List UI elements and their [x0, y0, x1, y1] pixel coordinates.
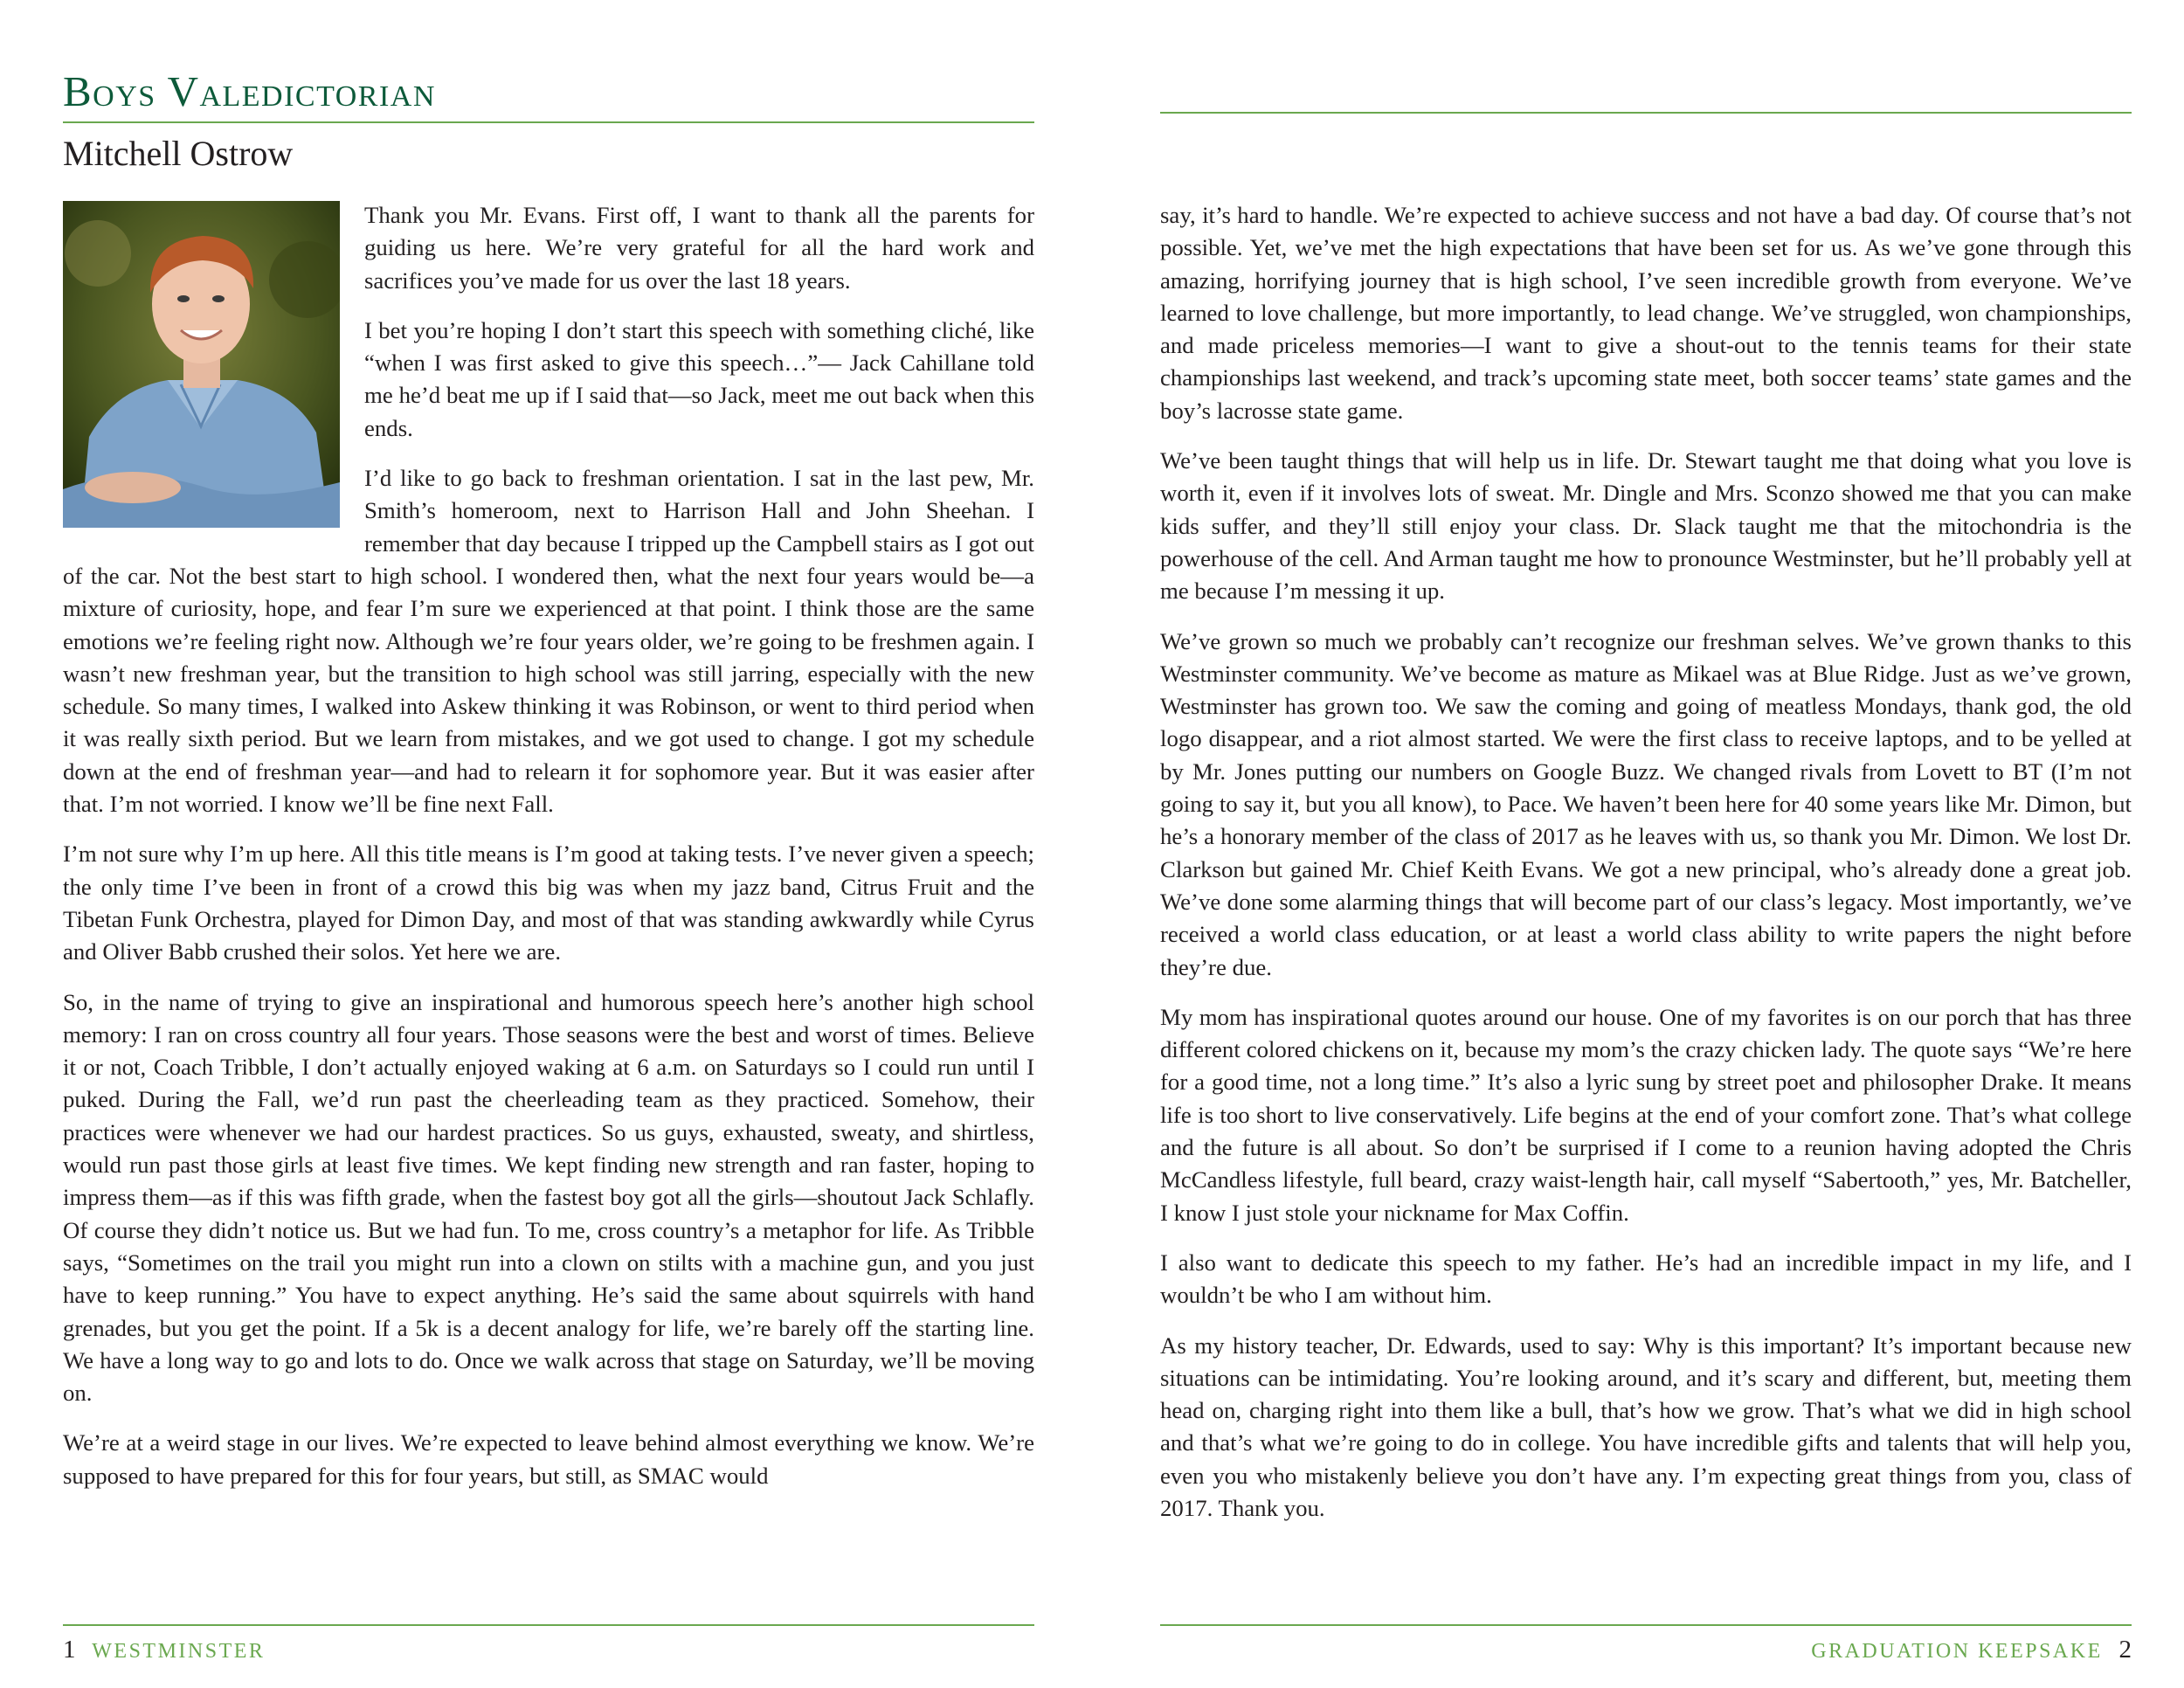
footer-divider	[1160, 1624, 2132, 1626]
paragraph: Thank you Mr. Evans. First off, I want to thank all the parents for guiding us here. We’re very grateful for all the hard work and sacrifices you’ve made for us over the last 18 years.	[364, 202, 1034, 294]
paragraph: say, it’s hard to handle. We’re expected to achieve success and not have a bad day. Of course that’s not possible. Yet, we’ve met the high expectations that have been set for us. As we’ve gone through this amazing, horrifying journey that is high school, I’ve seen incredible growth from everyone. We’ve learned to love challenge, but more importantly, to lead change. We’ve struggled, won championships, and made priceless memories—I want to give a shout-out to the tennis teams for their state championships last weekend, and track’s upcoming state meet, both soccer teams’ state games and the boy’s lacrosse state game.	[1160, 202, 2132, 424]
header-divider	[1160, 112, 2132, 114]
speech-text-right	[1160, 199, 2132, 1542]
footer-divider	[63, 1624, 1034, 1626]
photo-spacer	[63, 199, 364, 529]
paragraph: We’ve grown so much we probably can’t recognize our freshman selves. We’ve grown thanks to this Westminster community. We’ve become as mature as Mikael was at Blue Ridge. Just as we’ve grown, Westminster has grown too. We saw the coming and going of meatless Mondays, thank god, the old logo disappear, and a riot almost started. We were the first class to receive laptops, and to be yelled at by Mr. Jones putting our numbers on Google Buzz. We changed rivals from Lovett to BT (I’m not going to say it, but you all know), to Pace. We haven’t been here for 40 some years like Mr. Dimon, but he’s a honorary member of the class of 2017 as he leaves with us, so thank you Mr. Dimon. We lost Dr. Clarkson but gained Mr. Chief Keith Evans. We got a new principal, who’s already done a great job. We’ve done some alarming things that will become part of our class’s legacy. Most importantly, we’ve received a world class education, or at least a world class ability to write papers the night before they’re due.	[1160, 627, 2132, 980]
paragraph: We’ve been taught things that will help us in life. Dr. Stewart taught me that doing what you love is worth it, even if it involves lots of sweat. Mr. Dingle and Mrs. Sconzo showed me that you can make kids suffer, and they’ll still enjoy your class. Dr. Slack taught me that the mitochondria is the powerhouse of the cell. And Arman taught me how to pronounce Westminster, but he’ll probably yell at me because I’m messing it up.	[1160, 447, 2132, 605]
author-name: Mitchell Ostrow	[63, 134, 294, 173]
footer-right	[1811, 1632, 2132, 1667]
footer-label: GRADUATION KEEPSAKE	[1811, 1640, 2103, 1663]
paragraph: My mom has inspirational quotes around our house. One of my favorites is on our porch that has three different colored chickens on it, because my mom’s the crazy chicken lady. The quote says “We’re here for a good time, not a long time.” It’s also a lyric sung by street poet and philosopher Drake. It means life is too short to live conservatively. Life begins at the end of your comfort zone. That’s what college and the future is all about. So don’t be surprised if I come to a reunion having adopted the Chris McCandless lifestyle, full beard, crazy waist-length hair, call myself “Sabertooth,” yes, Mr. Batcheller, I know I just stole your nickname for Max Coffin.	[1160, 1003, 2132, 1226]
speech-text-left	[63, 199, 1034, 1510]
paragraph: I also want to dedicate this speech to my father. He’s had an incredible impact in my life, and I wouldn’t be who I am without him.	[1160, 1249, 2132, 1309]
paragraph: I’m not sure why I’m up here. All this title means is I’m good at taking tests. I’ve never given a speech; the only time I’ve been in front of a crowd this big was when my jazz band, Citrus Fruit and the Tibetan Funk Orchestra, played for Dimon Day, and most of that was standing awkwardly while Cyrus and Oliver Babb crushed their solos. Yet here we are.	[63, 841, 1034, 965]
paragraph: So, in the name of trying to give an inspirational and humorous speech here’s another high school memory: I ran on cross country all four years. Those seasons were the best and worst of times. Believe it or not, Coach Tribble, I don’t actually enjoyed waking at 6 a.m. on Saturdays so I could run until I puked. During the Fall, we’d run past the cheerleading team as they practiced. Somehow, their practices were whenever we had our hardest practices. So us guys, exhausted, sweaty, and shirtless, would run past those girls at least five times. We kept finding new strength and ran faster, hoping to impress them—as if this was fifth grade, when the fastest boy got all the girls—shoutout Jack Schlafly. Of course they didn’t notice us. But we had fun. To me, cross country’s a metaphor for life. As Tribble says, “Sometimes on the trail you might run into a clown on stilts with a machine gun, and you just have to keep running.” You have to expect anything. He’s said the same about squirrels with hand grenades, but you get the point. If a 5k is a decent analogy for life, we’re barely off the starting line. We have a long way to go and lots to do. Once we walk across that stage on Saturday, we’ll be moving on.	[63, 988, 1034, 1407]
paragraph: I’d like to go back to freshman orientation. I sat in the last pew, Mr. Smith’s homeroom, next to Harrison Hall and John Sheehan. I remember that day because I tripped up the Campbell stairs as I got out of the car. Not the best start to high school. I wondered then, what the next four years would be—a mixture of curiosity, hope, and fear I’m sure we experienced at that point. I think those are the same emotions we’re feeling right now. Although we’re four years older, we’re going to be freshmen again. I wasn’t new freshman year, but the transition to high school was still jarring, especially with the new schedule. So many times, I walked into Askew thinking it was Robinson, or went to third period when it was really sixth period. But we learn from mistakes, and we got used to change. I got my schedule down at the end of freshman year—and had to relearn it for sophomore year. But it was easier after that. I’m not worried. I know we’ll be fine next Fall.	[63, 465, 1034, 818]
footer-left	[63, 1632, 265, 1667]
page-title: Boys Valedictorian	[63, 67, 436, 115]
paragraph: We’re at a weird stage in our lives. We’re expected to leave behind almost everything we know. We’re supposed to have prepared for this for four years, but still, as SMAC would	[63, 1429, 1034, 1489]
title-divider	[63, 121, 1034, 123]
page-number: 2	[2118, 1636, 2132, 1664]
footer-label: WESTMINSTER	[92, 1640, 266, 1663]
paragraph: As my history teacher, Dr. Edwards, used to say: Why is this important? It’s important because new situations can be intimidating. You’re looking around, and it’s scary and different, but, meeting them head on, charging right into them like a bull, that’s how we grow. That’s what we did in high school and that’s what we’re going to do in college. You have incredible gifts and talents that will help you, even you who mistakenly believe you don’t have any. I’m expecting great things from you, class of 2017. Thank you.	[1160, 1332, 2132, 1521]
paragraph: I bet you’re hoping I don’t start this speech with something cliché, like “when I was first asked to give this speech…”— Jack Cahillane told me he’d beat me up if I said that—so Jack, meet me out back when this ends.	[364, 316, 1034, 441]
page-number: 1	[63, 1636, 76, 1664]
